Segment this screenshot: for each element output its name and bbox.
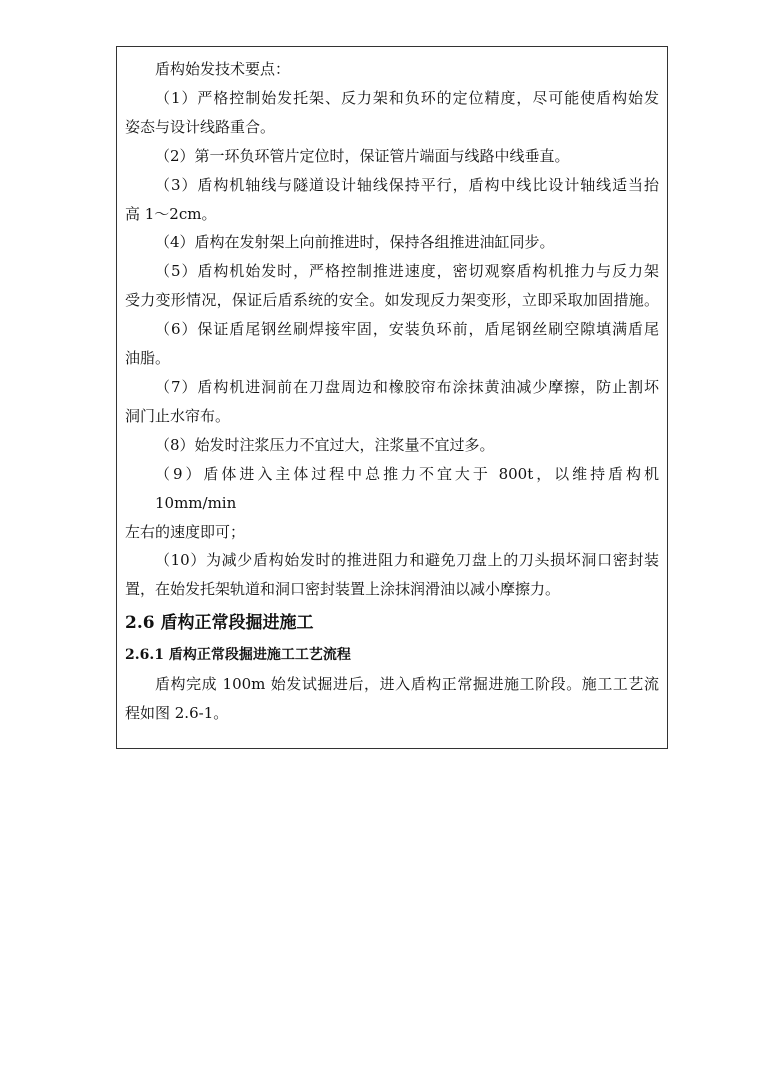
list-item-4 <box>125 228 659 257</box>
list-item-5 <box>125 257 659 315</box>
list-item-text: （5）盾构机始发时，严格控制推进速度，密切观察盾构机推力与反力架 <box>155 262 659 281</box>
intro-paragraph: 盾构始发技术要点： <box>155 60 291 78</box>
list-item-text: （7）盾构机进洞前在刀盘周边和橡胶帘布涂抹黄油减少摩擦，防止割坏 <box>155 377 659 396</box>
subsection-heading: 2.6.1 盾构正常段掘进施工工艺流程 <box>125 647 351 664</box>
list-item-text: （8）始发时注浆压力不宜过大，注浆量不宜过多。 <box>155 435 495 454</box>
list-item-text: （3）盾构机轴线与隧道设计轴线保持平行，盾构中线比设计轴线适当抬 <box>155 175 659 194</box>
list-item-text: （1）严格控制始发托架、反力架和负环的定位精度，尽可能使盾构始发 <box>155 88 659 107</box>
list-item-text: 置，在始发托架轨道和洞口密封装置上涂抹润滑油以减小摩擦力。 <box>125 580 561 599</box>
list-item-6 <box>125 315 659 373</box>
list-item-text: 油脂。 <box>125 349 171 368</box>
list-item-3 <box>125 171 659 229</box>
list-item-text: 受力变形情况，保证后盾系统的安全。如发现反力架变形，立即采取加固措施。 <box>125 291 659 310</box>
closing-paragraph <box>125 670 659 728</box>
list-item-text: 高 1～2cm。 <box>125 204 217 223</box>
list-item-text: （6）保证盾尾钢丝刷焊接牢固，安装负环前，盾尾钢丝刷空隙填满盾尾 <box>155 320 659 339</box>
list-item-1 <box>125 84 659 142</box>
list-item-text: （10）为减少盾构始发时的推进阻力和避免刀盘上的刀头损坏洞口密封装 <box>155 551 659 570</box>
list-item-text: 洞门止水帘布。 <box>125 406 231 425</box>
list-item-text: （4）盾构在发射架上向前推进时，保持各组推进油缸同步。 <box>155 233 555 252</box>
list-item-10 <box>125 546 659 604</box>
section-heading: 2.6 盾构正常段掘进施工 <box>125 613 314 634</box>
document-text-box <box>116 46 668 749</box>
list-item-2 <box>125 142 659 171</box>
list-item-text: （9）盾体进入主体过程中总推力不宜大于 800t，以维持盾构机 10mm/min <box>155 464 659 512</box>
paragraph-text: 程如图 2.6-1。 <box>125 704 229 723</box>
list-item-text: 姿态与设计线路重合。 <box>125 117 276 136</box>
list-item-text: （2）第一环负环管片定位时，保证管片端面与线路中线垂直。 <box>155 146 570 165</box>
list-item-9 <box>125 460 659 547</box>
list-item-text: 左右的速度即可； <box>125 522 246 541</box>
list-item-7 <box>125 373 659 431</box>
paragraph-text: 盾构完成 100m 始发试掘进后，进入盾构正常掘进施工阶段。施工工艺流 <box>155 675 659 694</box>
list-item-8 <box>125 431 659 460</box>
